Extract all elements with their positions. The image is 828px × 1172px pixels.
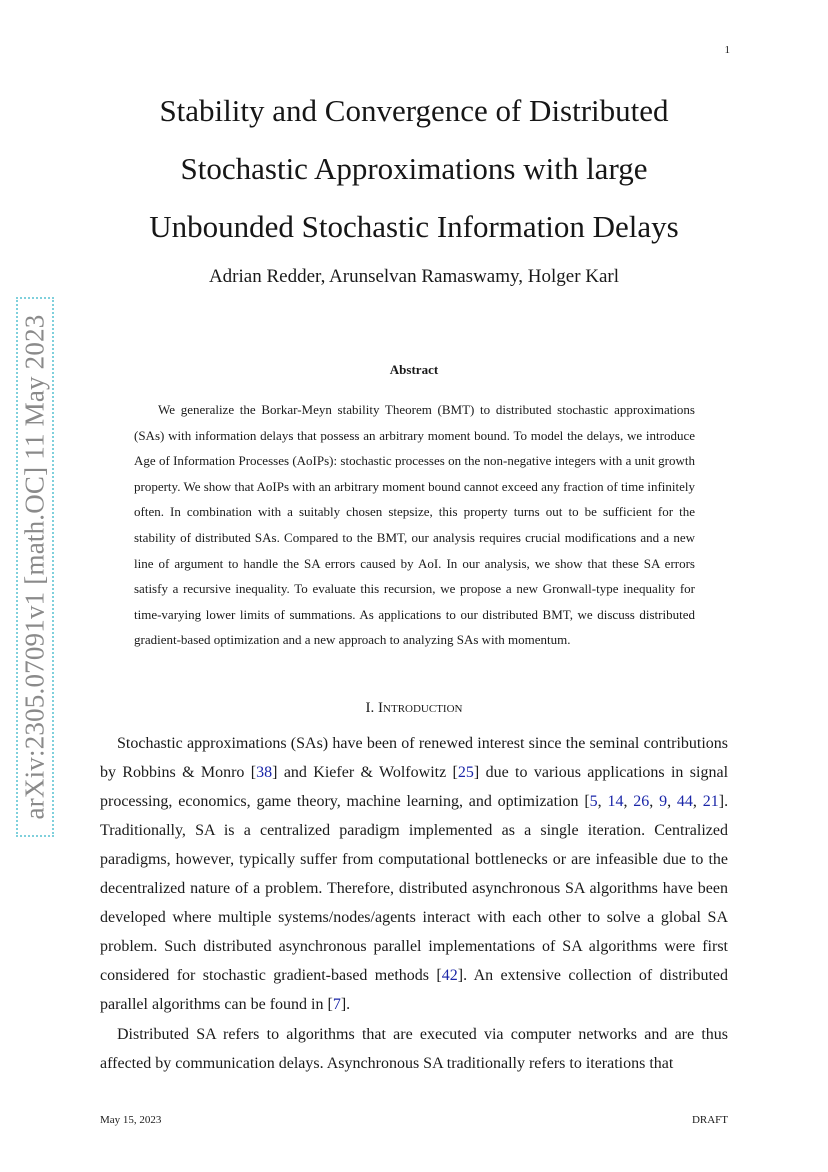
citation-link[interactable]: 25 [457, 764, 474, 781]
title-line: Unbounded Stochastic Information Delays [149, 209, 679, 244]
text-run: ]. An extensive collection of distributed parallel algorithms can be found in [ [100, 967, 728, 1013]
page-number: 1 [724, 44, 730, 56]
separator: , [667, 793, 677, 810]
text-run: ]. [340, 996, 351, 1013]
citation-link[interactable]: 9 [659, 793, 668, 810]
separator: , [597, 793, 608, 810]
citation-link[interactable]: 44 [676, 793, 693, 810]
citation-link[interactable]: 7 [332, 996, 341, 1013]
citation-link[interactable]: 26 [633, 793, 650, 810]
separator: , [692, 793, 703, 810]
text-run: ]. Traditionally, SA is a centralized paradigm implemented as a single iteration. Centralized paradigms, however, typically suffer from computational bottlenecks or are infeasible due to the decentralized nature of a problem. Therefore, distributed asynchronous SA algorithms have been developed where multiple systems/nodes/agents interact with each other to solve a global SA problem. Such distributed asynchronous parallel implementations of SA algorithms were first considered for stochastic gradient-based methods [ [100, 793, 729, 984]
author-list: Adrian Redder, Arunselvan Ramaswamy, Holger Karl [208, 266, 620, 287]
text-run: ] due to various applications in signal processing, economics, game theory, machine learning, and optimization [ [100, 764, 729, 810]
separator: , [649, 793, 660, 810]
section-number: I. [365, 700, 375, 716]
title-line: Stochastic Approximations with large [180, 151, 648, 186]
section-title: Introduction [378, 700, 463, 716]
footer-status: DRAFT [691, 1114, 728, 1126]
citation-link[interactable]: 42 [441, 967, 458, 984]
title-line: Stability and Convergence of Distributed [159, 93, 669, 128]
paragraph: Distributed SA refers to algorithms that are executed via computer networks and are thus affected by communication delays. Asynchronous SA traditionally refers to iterations that [100, 1026, 728, 1072]
paper-title [100, 82, 728, 256]
citation-link[interactable]: 14 [607, 793, 624, 810]
separator: , [623, 793, 634, 810]
text-run: Stochastic approximations (SAs) have been of renewed interest since the seminal contributions by Robbins & Monro [ [100, 735, 728, 781]
footer-date: May 15, 2023 [100, 1114, 162, 1126]
citation-link[interactable]: 21 [702, 793, 719, 810]
arxiv-stamp[interactable] [16, 297, 54, 837]
citation-link[interactable]: 38 [256, 764, 273, 781]
citation-link[interactable]: 5 [589, 793, 598, 810]
text-run: ] and Kiefer & Wolfowitz [ [272, 764, 458, 781]
introduction-body [100, 729, 728, 1078]
paragraph [100, 729, 728, 1019]
abstract-heading: Abstract [389, 362, 439, 377]
section-heading [100, 700, 728, 717]
abstract-text: We generalize the Borkar-Meyn stability Theorem (BMT) to distributed stochastic approximations (SAs) with information delays that possess an arbitrary moment bound. To model the delays, we introduce Age of Information Processes (AoIPs): stochastic processes on the non-negative integers with a unit growth property. We show that AoIPs with an arbitrary moment bound cannot exceed any fraction of time infinitely often. In combination with a suitably chosen stepsize, this property turns out to be sufficient for the stability of distributed SAs. Compared to the BMT, our analysis requires crucial modifications and a new line of argument to handle the SA errors caused by AoI. In our analysis, we show that these SA errors satisfy a recursive inequality. To evaluate this recursion, we propose a new Gronwall-type inequality for time-varying lower limits of summations. As applications to our distributed BMT, we discuss distributed gradient-based optimization and a new approach to analyzing SAs with momentum. [134, 402, 695, 648]
arxiv-identifier[interactable]: arXiv:2305.07091v1 [math.OC] 11 May 2023 [19, 314, 50, 820]
